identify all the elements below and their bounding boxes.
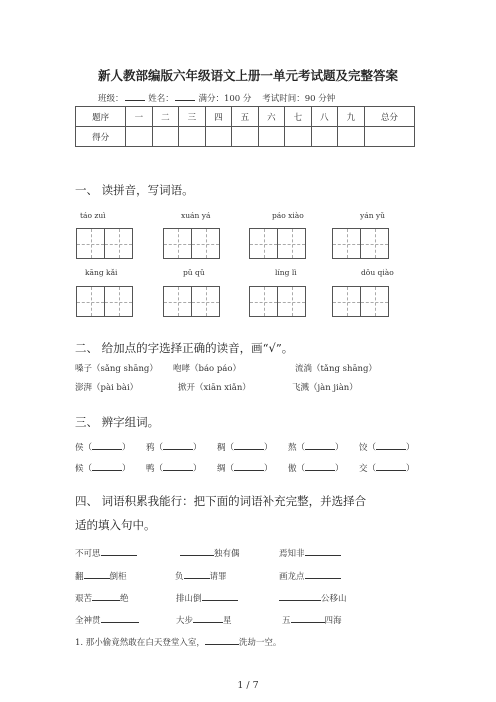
word-group-item[interactable]: 稠（ ） <box>217 443 273 453</box>
fill-sentence[interactable] <box>75 636 281 648</box>
writing-box[interactable] <box>332 228 389 259</box>
char: 熬 <box>288 443 297 453</box>
idiom-blank[interactable] <box>282 614 342 626</box>
section3-title: 三、 辨字组词。 <box>75 415 160 429</box>
score-header-cell: 九 <box>338 107 365 127</box>
idiom-text: 请罪 <box>209 572 227 582</box>
score-header-cell: 总分 <box>364 107 414 127</box>
writing-box[interactable] <box>332 286 389 317</box>
score-cell[interactable] <box>311 127 338 147</box>
idiom-text: 公移山 <box>321 594 347 604</box>
word-group-item[interactable]: 饺（ ） <box>359 443 415 453</box>
score-cell[interactable] <box>364 127 414 147</box>
class-label: 班级： <box>98 94 124 104</box>
idiom-blank[interactable] <box>176 614 232 626</box>
idiom-text: 画龙点 <box>279 572 305 582</box>
score-header-cell: 八 <box>311 107 338 127</box>
score-header-cell: 二 <box>152 107 179 127</box>
idiom-text: 焉知非 <box>279 549 305 559</box>
score-cell[interactable] <box>152 127 179 147</box>
exam-info <box>98 92 335 104</box>
idiom-blank[interactable] <box>75 592 129 604</box>
score-cell[interactable] <box>338 127 365 147</box>
score-header-cell: 一 <box>126 107 153 127</box>
sentence-text: 洗劫一空。 <box>238 638 282 648</box>
idiom-text: 绝 <box>120 594 129 604</box>
writing-box[interactable] <box>249 286 306 317</box>
score-cell[interactable] <box>258 127 285 147</box>
section4-title-line1: 四、 词语积累我能行：把下面的词语补充完整，并选择合 <box>75 494 367 508</box>
writing-box[interactable] <box>163 286 220 317</box>
pinyin: pǔ qǔ <box>183 268 205 277</box>
score-header-cell: 七 <box>285 107 312 127</box>
reading-option[interactable]: 嗓子（sǎng shāng） <box>75 364 158 374</box>
score-cell[interactable] <box>205 127 232 147</box>
page-title: 新人教部编版六年级语文上册一单元考试题及完整答案 <box>97 68 398 83</box>
word-group-item[interactable]: 侯（ ） <box>75 443 131 453</box>
pinyin: táo zuì <box>80 211 106 220</box>
writing-box[interactable] <box>76 286 133 317</box>
idiom-blank[interactable] <box>75 570 127 582</box>
idiom-text: 五 <box>282 616 291 626</box>
idiom-text: 独有偶 <box>214 549 240 559</box>
idiom-blank[interactable] <box>180 547 240 559</box>
score-cell[interactable] <box>232 127 259 147</box>
reading-option[interactable]: 咆哮（báo páo） <box>173 364 241 374</box>
idiom-blank[interactable] <box>75 547 137 559</box>
score-table-header-row <box>76 107 415 127</box>
name-blank <box>175 92 195 101</box>
score-table <box>75 106 415 147</box>
word-group-item[interactable]: 候（ ） <box>75 464 131 474</box>
idiom-blank[interactable] <box>279 592 347 604</box>
idiom-text: 倒柜 <box>109 572 127 582</box>
char: 傲 <box>288 464 297 474</box>
idiom-blank[interactable] <box>279 570 341 582</box>
section2-title: 二、 给加点的字选择正确的读音，画“√”。 <box>75 341 294 355</box>
idiom-text: 星 <box>223 616 232 626</box>
score-header-cell: 六 <box>258 107 285 127</box>
page-number: 1 / 7 <box>237 680 259 691</box>
reading-option[interactable]: 澎湃（pài bài） <box>75 383 139 393</box>
char: 饺 <box>359 443 368 453</box>
score-header-cell: 题序 <box>76 107 126 127</box>
char: 鸦 <box>146 443 155 453</box>
idiom-blank[interactable] <box>176 592 238 604</box>
reading-option[interactable]: 流淌（tǎng shāng） <box>295 364 377 374</box>
score-cell[interactable] <box>285 127 312 147</box>
idiom-text: 四海 <box>324 616 342 626</box>
pinyin: dǒu qiào <box>361 268 394 277</box>
word-group-item[interactable]: 傲（ ） <box>288 464 344 474</box>
idiom-blank[interactable] <box>175 570 227 582</box>
char: 侯 <box>75 443 84 453</box>
sentence-text: 1. 那小偷竟然敢在白天登堂入室， <box>75 638 205 648</box>
char: 鸭 <box>146 464 155 474</box>
char: 交 <box>359 464 368 474</box>
idiom-text: 全神贯 <box>75 616 101 626</box>
idiom-text: 负 <box>175 572 184 582</box>
class-blank <box>125 92 145 101</box>
pinyin: yán yǔ <box>360 211 385 220</box>
pinyin: kāng kǎi <box>85 268 118 277</box>
pinyin: xuán yá <box>181 211 211 220</box>
pinyin: páo xiào <box>272 211 304 220</box>
section1-title: 一、 读拼音，写词语。 <box>75 183 194 197</box>
idiom-text: 翻 <box>75 572 84 582</box>
writing-box[interactable] <box>76 228 133 259</box>
section4-title-line2: 适的填入句中。 <box>75 518 156 532</box>
idiom-blank[interactable] <box>279 547 341 559</box>
pinyin: líng lì <box>275 268 297 277</box>
score-cell[interactable] <box>179 127 206 147</box>
char: 绸 <box>217 464 226 474</box>
score-cell[interactable] <box>126 127 153 147</box>
idiom-text: 不可思 <box>75 549 101 559</box>
idiom-blank[interactable] <box>75 614 139 626</box>
exam-time: 考试时间：90 分钟 <box>262 94 336 104</box>
idiom-text: 大步 <box>176 616 194 626</box>
char: 候 <box>75 464 84 474</box>
score-header-cell: 四 <box>205 107 232 127</box>
idiom-text: 排山倒 <box>176 594 202 604</box>
word-group-item[interactable]: 交（ ） <box>359 464 415 474</box>
score-table-score-row <box>76 127 415 147</box>
word-group-item[interactable]: 鸭（ ） <box>146 464 202 474</box>
word-group-item[interactable]: 绸（ ） <box>217 464 273 474</box>
word-group-item[interactable]: 鸦（ ） <box>146 443 202 453</box>
reading-option[interactable]: 掀开（xiān xiǎn） <box>178 383 251 393</box>
writing-box[interactable] <box>249 228 306 259</box>
score-header-cell: 五 <box>232 107 259 127</box>
char: 稠 <box>217 443 226 453</box>
writing-box[interactable] <box>163 228 220 259</box>
word-group-item[interactable]: 熬（ ） <box>288 443 344 453</box>
name-label: 姓名： <box>148 94 174 104</box>
score-header-cell: 三 <box>179 107 206 127</box>
reading-option[interactable]: 飞溅（jàn jiàn） <box>292 383 358 393</box>
full-score: 满分：100 分 <box>198 94 252 104</box>
idiom-text: 艰苦 <box>75 594 93 604</box>
score-row-label: 得分 <box>76 127 126 147</box>
